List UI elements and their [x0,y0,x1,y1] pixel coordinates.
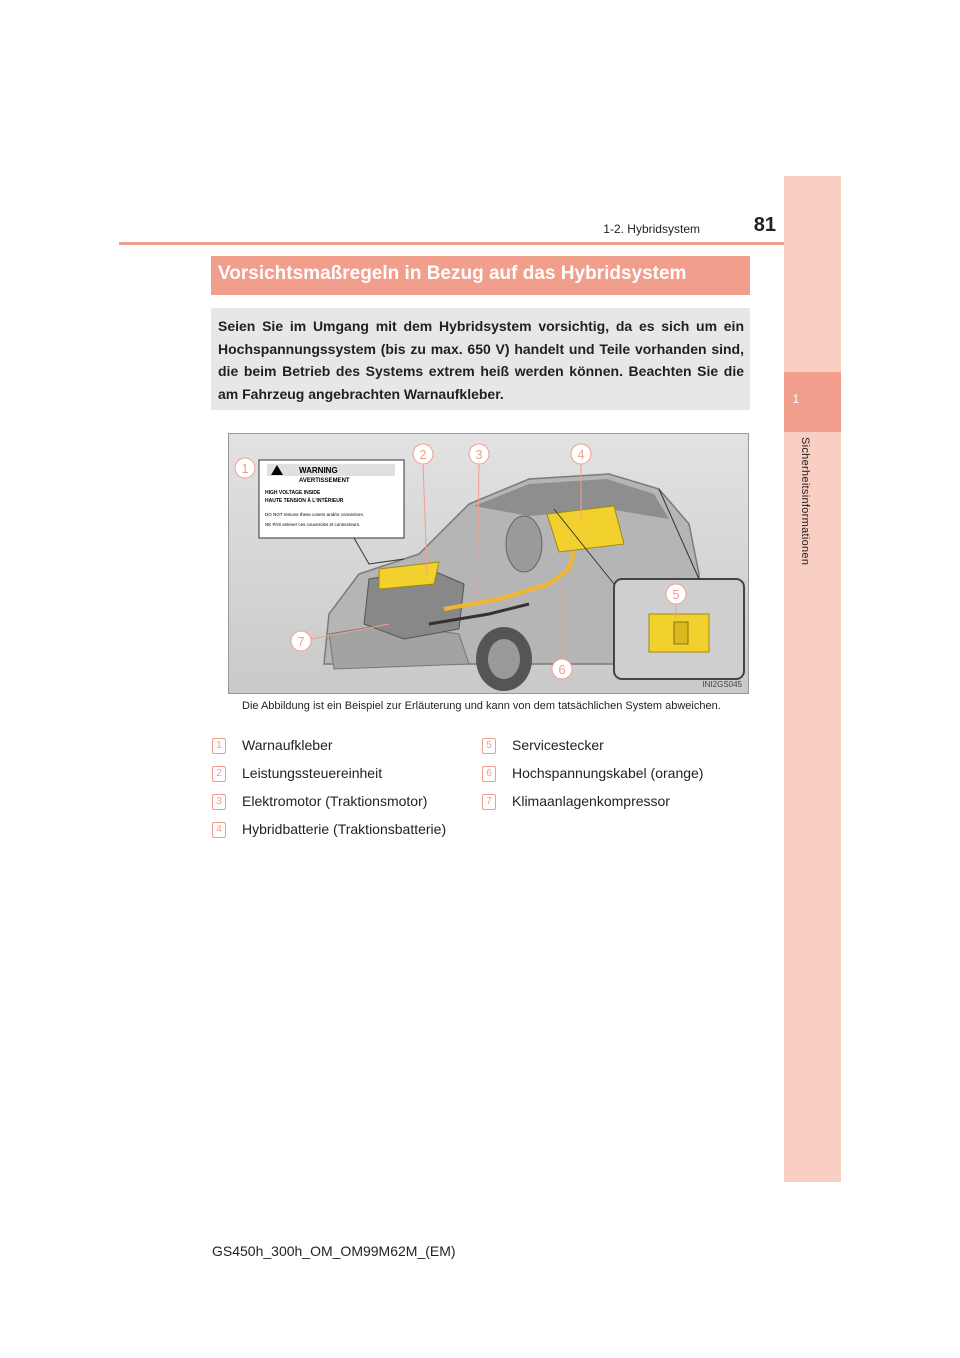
svg-text:1: 1 [241,461,249,476]
legend-text: Hochspannungskabel (orange) [512,765,704,781]
chapter-side-tab [784,176,841,1182]
svg-text:4: 4 [577,447,585,462]
warning-heading-fr: AVERTISSEMENT [299,478,350,484]
legend-text: Warnaufkleber [242,737,333,753]
legend-text: Leistungssteuereinheit [242,765,383,781]
hybrid-system-figure [228,433,749,694]
svg-text:6: 6 [558,662,566,677]
chapter-label: Sicherheitsinformationen [799,437,811,566]
warning-heading: WARNING [299,466,338,475]
callout-7 [291,631,311,651]
legend-number: 1 [212,738,226,754]
intro-text: Seien Sie im Umgang mit dem Hybridsystem vorsichtig, da es sich um ein Hochspannungssystem (bis zu max. 650 V) handelt und Teile vorhanden sind, die beim Betrieb des Systems extrem heiß werden können. Beachten Sie die am Fahrzeug angebrachten Warnaufkleber. [218,318,744,402]
page-title: Vorsichtsmaßregeln in Bezug auf das Hybridsystem [218,263,687,284]
rear-wheel [506,516,542,572]
callout-2 [413,444,433,464]
chapter-number: 1 [792,392,800,406]
callout-3 [469,444,489,464]
svg-text:3: 3 [475,447,483,462]
legend-text: Hybridbatterie (Traktionsbatterie) [242,821,447,837]
legend-number: 6 [482,766,496,782]
svg-text:2: 2 [419,447,427,462]
legend-number: 2 [212,766,226,782]
warning-line-4: NE PAS enlever ces couvercles et connecteurs. [265,522,361,527]
warning-line-3: DO NOT remove these covers and/or connectors. [265,512,364,517]
legend-text: Servicestecker [512,737,604,753]
footer-doc-code: GS450h_300h_OM_OM99M62M_(EM) [212,1243,456,1259]
figure-code: INI2GS045 [702,680,742,689]
legend-text: Elektromotor (Traktionsmotor) [242,793,428,809]
section-heading: 1-2. Hybridsystem [603,222,700,236]
legend-number: 3 [212,794,226,810]
legend-text: Klimaanlagenkompressor [512,793,670,809]
warning-line-1: HIGH VOLTAGE INSIDE [265,490,321,496]
figure-caption: Die Abbildung ist ein Beispiel zur Erläuterung und kann von dem tatsächlichen System abweichen. [242,700,721,712]
svg-text:5: 5 [672,587,680,602]
legend-number: 7 [482,794,496,810]
legend-number: 4 [212,822,226,838]
car-illustration [229,434,749,694]
header-divider [119,242,784,245]
svg-text:7: 7 [297,634,305,649]
warning-line-2: HAUTE TENSION À L'INTÉRIEUR [265,498,344,504]
page-number: 81 [753,214,776,236]
callout-6 [552,659,572,679]
front-wheel-rim [488,639,520,679]
hybrid-battery [547,506,624,552]
callout-5 [666,584,686,604]
callout-1 [235,458,255,478]
legend-number: 5 [482,738,496,754]
callout-4 [571,444,591,464]
